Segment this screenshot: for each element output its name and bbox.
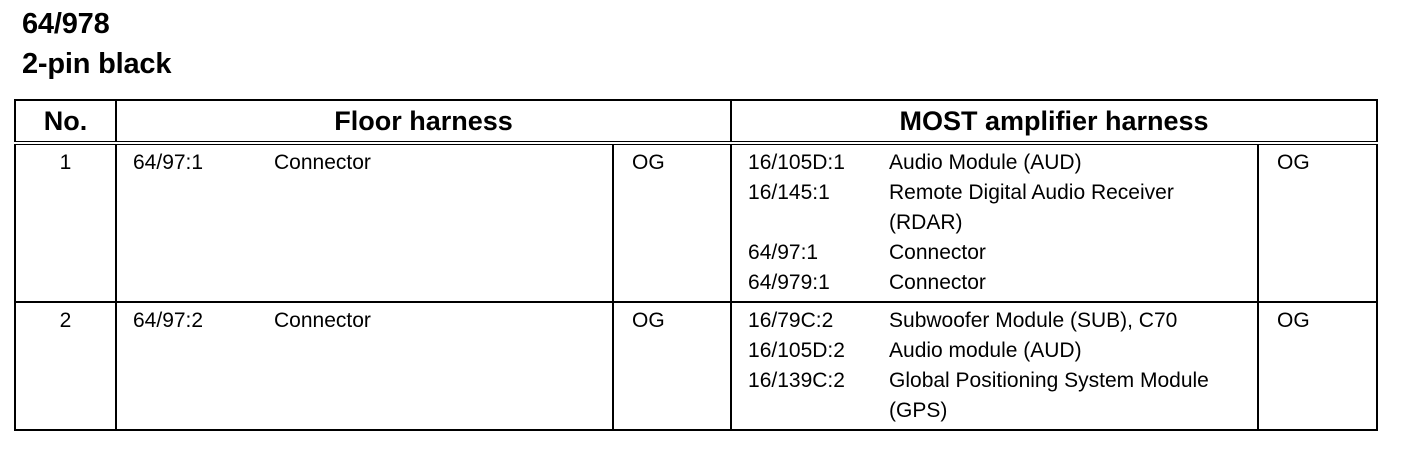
pin-number: 2 (15, 302, 116, 430)
most-code: 16/145:1 (748, 181, 830, 204)
most-entry (748, 268, 1257, 298)
most-desc: Connector (889, 241, 986, 264)
most-desc: Remote Digital Audio Receiver (RDAR) (889, 181, 1174, 234)
most-code: 16/105D:1 (748, 151, 845, 174)
header-most-amplifier-harness: MOST amplifier harness (731, 100, 1377, 143)
floor-harness-cell (116, 302, 613, 430)
most-harness-cell (731, 302, 1258, 430)
table-row (15, 302, 1377, 430)
floor-entry (133, 148, 612, 178)
most-desc: Audio Module (AUD) (889, 151, 1082, 174)
most-code: 16/79C:2 (748, 309, 834, 332)
floor-desc: Connector (274, 309, 371, 332)
floor-desc: Connector (274, 151, 371, 174)
floor-harness-cell (116, 143, 613, 302)
connector-description: 2-pin black (22, 48, 172, 80)
most-entry (748, 306, 1257, 336)
floor-code: 64/97:1 (133, 151, 204, 174)
header-no: No. (15, 100, 116, 143)
connector-heading (22, 4, 171, 84)
most-code: 64/979:1 (748, 271, 830, 294)
most-entry (748, 336, 1257, 366)
most-desc: Connector (889, 271, 986, 294)
most-desc: Audio module (AUD) (889, 339, 1082, 362)
table-row (15, 143, 1377, 302)
most-code: 16/105D:2 (748, 339, 845, 362)
most-desc: Global Positioning System Module (GPS) (889, 369, 1209, 422)
most-wire-color: OG (1258, 302, 1377, 430)
most-code: 16/139C:2 (748, 369, 845, 392)
connector-id: 64/978 (22, 8, 110, 40)
most-entry (748, 178, 1257, 238)
most-desc: Subwoofer Module (SUB), C70 (889, 309, 1178, 332)
table-header-row (15, 100, 1377, 143)
floor-wire-color: OG (613, 143, 731, 302)
most-entry (748, 238, 1257, 268)
floor-wire-color: OG (613, 302, 731, 430)
pin-assignment-table (14, 99, 1378, 431)
pin-number: 1 (15, 143, 116, 302)
most-entry (748, 148, 1257, 178)
header-floor-harness: Floor harness (116, 100, 731, 143)
most-entry (748, 366, 1257, 426)
floor-entry (133, 306, 612, 336)
most-wire-color: OG (1258, 143, 1377, 302)
most-code: 64/97:1 (748, 241, 819, 264)
most-harness-cell (731, 143, 1258, 302)
floor-code: 64/97:2 (133, 309, 204, 332)
